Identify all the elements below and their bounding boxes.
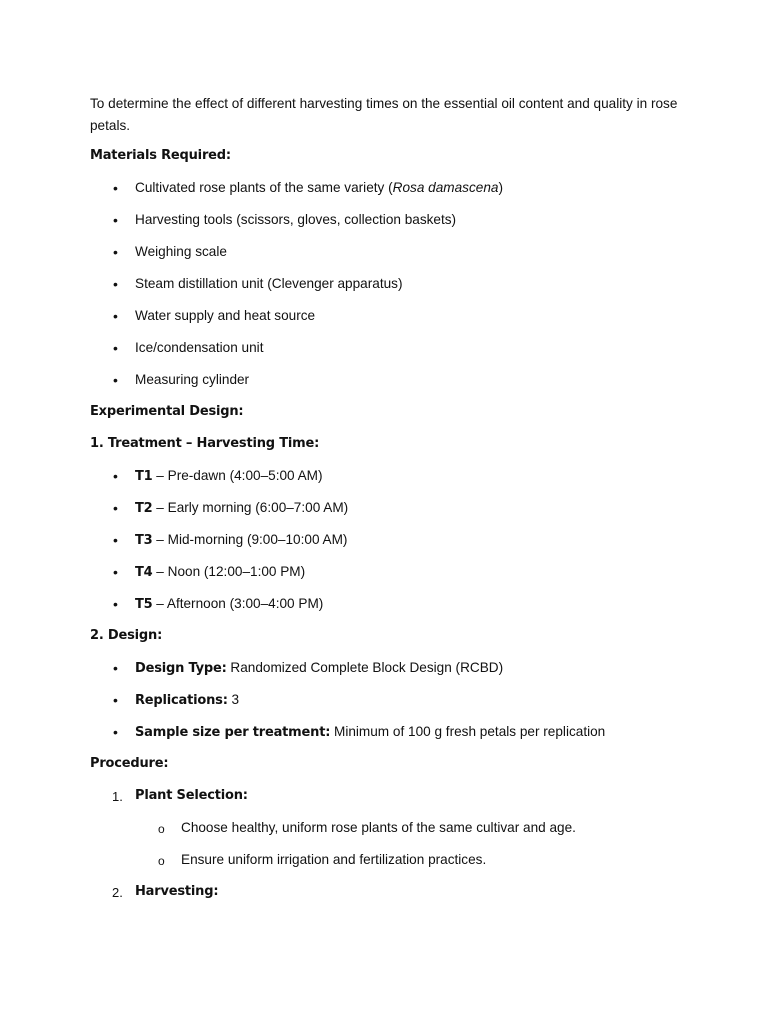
treatment-heading: 1. Treatment – Harvesting Time: <box>90 436 320 451</box>
bullet-marker <box>113 467 123 486</box>
design-item <box>135 723 605 742</box>
design-heading: 2. Design: <box>90 628 163 643</box>
step-number: 2. <box>112 885 123 900</box>
materials-item: Steam distillation unit (Clevenger apparatus) <box>135 276 403 291</box>
treatment-code: T1 <box>135 469 153 484</box>
treatment-item <box>135 499 348 518</box>
design-item-label: Sample size per treatment: <box>135 725 331 740</box>
step-title: Plant Selection: <box>135 788 248 803</box>
bullet-marker <box>113 371 123 390</box>
treatment-code: T2 <box>135 501 153 516</box>
step-number: 1. <box>112 789 123 804</box>
step-title: Harvesting: <box>135 884 219 899</box>
treatment-desc: – Mid-morning (9:00–10:00 AM) <box>152 532 348 547</box>
design-item-value: Randomized Complete Block Design (RCBD) <box>226 660 504 675</box>
materials-item: Harvesting tools (scissors, gloves, collection baskets) <box>135 212 457 227</box>
materials-heading: Materials Required: <box>90 148 231 163</box>
bullet-marker <box>113 691 123 710</box>
bullet-marker <box>113 595 123 614</box>
treatment-desc: – Noon (12:00–1:00 PM) <box>152 564 306 579</box>
design-item-value: 3 <box>227 692 240 707</box>
bullet-marker <box>113 339 123 358</box>
treatment-desc: – Afternoon (3:00–4:00 PM) <box>152 596 324 611</box>
step-subitem: Choose healthy, uniform rose plants of the same cultivar and age. <box>181 820 576 835</box>
materials-item: Water supply and heat source <box>135 308 316 323</box>
procedure-heading: Procedure: <box>90 756 169 771</box>
bullet-marker <box>113 531 123 550</box>
experimental-design-heading: Experimental Design: <box>90 404 244 419</box>
bullet-marker <box>113 211 123 230</box>
bullet-marker <box>113 243 123 262</box>
bullet-marker <box>113 499 123 518</box>
design-item-label: Design Type: <box>135 661 227 676</box>
materials-item: Measuring cylinder <box>135 372 250 387</box>
treatment-desc: – Pre-dawn (4:00–5:00 AM) <box>152 468 323 483</box>
intro-paragraph: To determine the effect of different harvesting times on the essential oil content and quality in rose petals. <box>90 96 678 133</box>
materials-item <box>135 179 503 197</box>
treatment-desc: – Early morning (6:00–7:00 AM) <box>152 500 349 515</box>
treatment-item <box>135 531 347 550</box>
treatment-code: T3 <box>135 533 153 548</box>
bullet-marker <box>113 563 123 582</box>
design-item <box>135 659 503 678</box>
bullet-marker <box>113 307 123 326</box>
bullet-marker <box>113 179 123 198</box>
sub-bullet-marker: o <box>158 854 165 868</box>
treatment-item <box>135 467 323 486</box>
sub-bullet-marker: o <box>158 822 165 836</box>
step-subitem: Ensure uniform irrigation and fertilization practices. <box>181 852 487 867</box>
bullet-marker <box>113 723 123 742</box>
treatment-item <box>135 563 305 582</box>
materials-item-text: ) <box>498 180 503 195</box>
materials-item: Weighing scale <box>135 244 227 259</box>
treatment-item <box>135 595 323 614</box>
design-item-label: Replications: <box>135 693 228 708</box>
bullet-marker <box>113 275 123 294</box>
species-name: Rosa damascena <box>392 180 499 195</box>
treatment-code: T5 <box>135 597 153 612</box>
materials-item-text: Cultivated rose plants of the same variety ( <box>135 180 393 195</box>
design-item <box>135 691 239 710</box>
design-item-value: Minimum of 100 g fresh petals per replication <box>330 724 606 739</box>
materials-item: Ice/condensation unit <box>135 340 264 355</box>
treatment-code: T4 <box>135 565 153 580</box>
bullet-marker <box>113 659 123 678</box>
